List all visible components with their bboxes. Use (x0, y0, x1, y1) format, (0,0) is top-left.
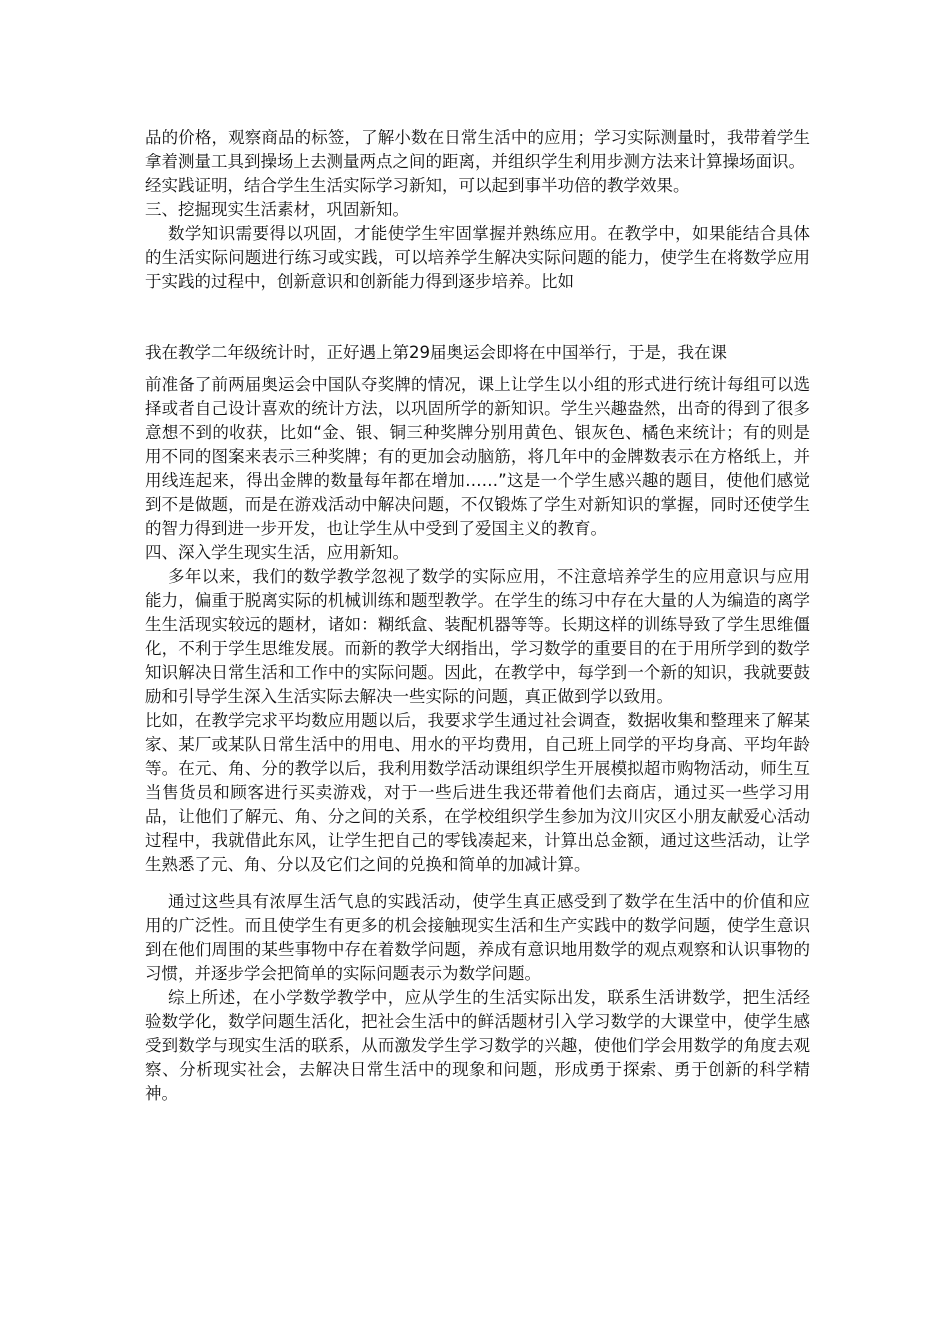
section-heading-3: 三、挖掘现实生活素材，巩固新知。 (145, 200, 409, 219)
text-block-top (145, 126, 810, 294)
paragraph-example: 比如，在教学完求平均数应用题以后，我要求学生通过社会调查，数据收集和整理来了解某家、某厂或某队日常生活中的用电、用水的平均费用，自己班上同学的平均身高、平均年龄等。在元、角、分的教学以后，我利用数学活动课组织学生开展模拟超市购物活动，师生互当售货员和顾客进行买卖游戏，对于一些后进生我还带着他们去商店，通过买一些学习用品，让他们了解元、角、分之间的关系，在学校组织学生参加为汶川灾区小朋友献爱心活动过程中，我就借此东风，让学生把自己的零钱凑起来，计算出总金额，通过这些活动，让学生熟悉了元、角、分以及它们之间的兑换和简单的加减计算。 (145, 711, 810, 874)
paragraph-application: 多年以来，我们的数学教学忽视了数学的实际应用，不注意培养学生的应用意识与应用能力，偏重于脱离实际的机械训练和题型教学。在学生的练习中存在大量的人为编造的离学生生活现实较远的题材，诸如：糊纸盒、装配机器等等。长期这样的训练导致了学生思维僵化，不利于学生思维发展。而新的教学大纲指出，学习数学的重要目的在于用所学到的数学知识解决日常生活和工作中的实际问题。因此，在教学中，每学到一个新的知识，我就要鼓励和引导学生深入生活实际去解决一些实际的问题，真正做到学以致用。 (145, 567, 810, 706)
text-block-main (145, 373, 810, 1106)
paragraph-olympics-line: 我在教学二年级统计时，正好遇上第29届奥运会即将在中国举行，于是，我在课 (145, 343, 727, 362)
paragraph-practice-proof: 经实践证明，结合学生生活实际学习新知，可以起到事半功倍的教学效果。 (145, 176, 690, 195)
paragraph-conclusion: 综上所述，在小学数学教学中，应从学生的生活实际出发，联系生活讲数学，把生活经验数学化，数学问题生活化，把社会生活中的鲜活题材引入学习数学的大课堂中，使学生感受到数学与现实生活的联系，从而激发学生学习数学的兴趣，使他们学会用数学的角度去观察、分析现实社会，去解决日常生活中的现象和问题，形成勇于探索、勇于创新的科学精神。 (145, 988, 810, 1103)
section-heading-4: 四、深入学生现实生活，应用新知。 (145, 543, 409, 562)
text-line-olympics (145, 341, 810, 365)
paragraph-practice-activities: 通过这些具有浓厚生活气息的实践活动，使学生真正感受到了数学在生活中的价值和应用的广泛性。而且使学生有更多的机会接触现实生活和生产实践中的数学问题，使学生意识到在他们周围的某些事物中存在着数学问题，养成有意识地用数学的观点观察和认识事物的习惯，并逐步学会把简单的实际问题表示为数学问题。 (145, 892, 810, 983)
paragraph-consolidate: 数学知识需要得以巩固，才能使学生牢固掌握并熟练应用。在教学中，如果能结合具体的生活实际问题进行练习或实践，可以培养学生解决实际问题的能力，使学生在将数学应用于实践的过程中，创新意识和创新能力得到逐步培养。比如 (145, 224, 810, 291)
paragraph-statistics: 前准备了前两届奥运会中国队夺奖牌的情况，课上让学生以小组的形式进行统计每组可以选择或者自己设计喜欢的统计方法，以巩固所学的新知识。学生兴趣盎然，出奇的得到了很多意想不到的收获，比如“金、银、铜三种奖牌分别用黄色、银灰色、橘色来统计；有的则是用不同的图案来表示三种奖牌；有的更加会动脑筋，将几年中的金牌数表示在方格纸上，并用线连起来，得出金牌的数量每年都在增加……”这是一个学生感兴趣的题目，使他们感觉到不是做题，而是在游戏活动中解决问题，不仅锻炼了学生对新知识的掌握，同时还使学生的智力得到进一步开发，也让学生从中受到了爱国主义的教育。 (145, 375, 810, 538)
paragraph-measurement: 品的价格，观察商品的标签，了解小数在日常生活中的应用；学习实际测量时，我带着学生拿着测量工具到操场上去测量两点之间的距离，并组织学生利用步测方法来计算操场面识。 (145, 128, 810, 171)
